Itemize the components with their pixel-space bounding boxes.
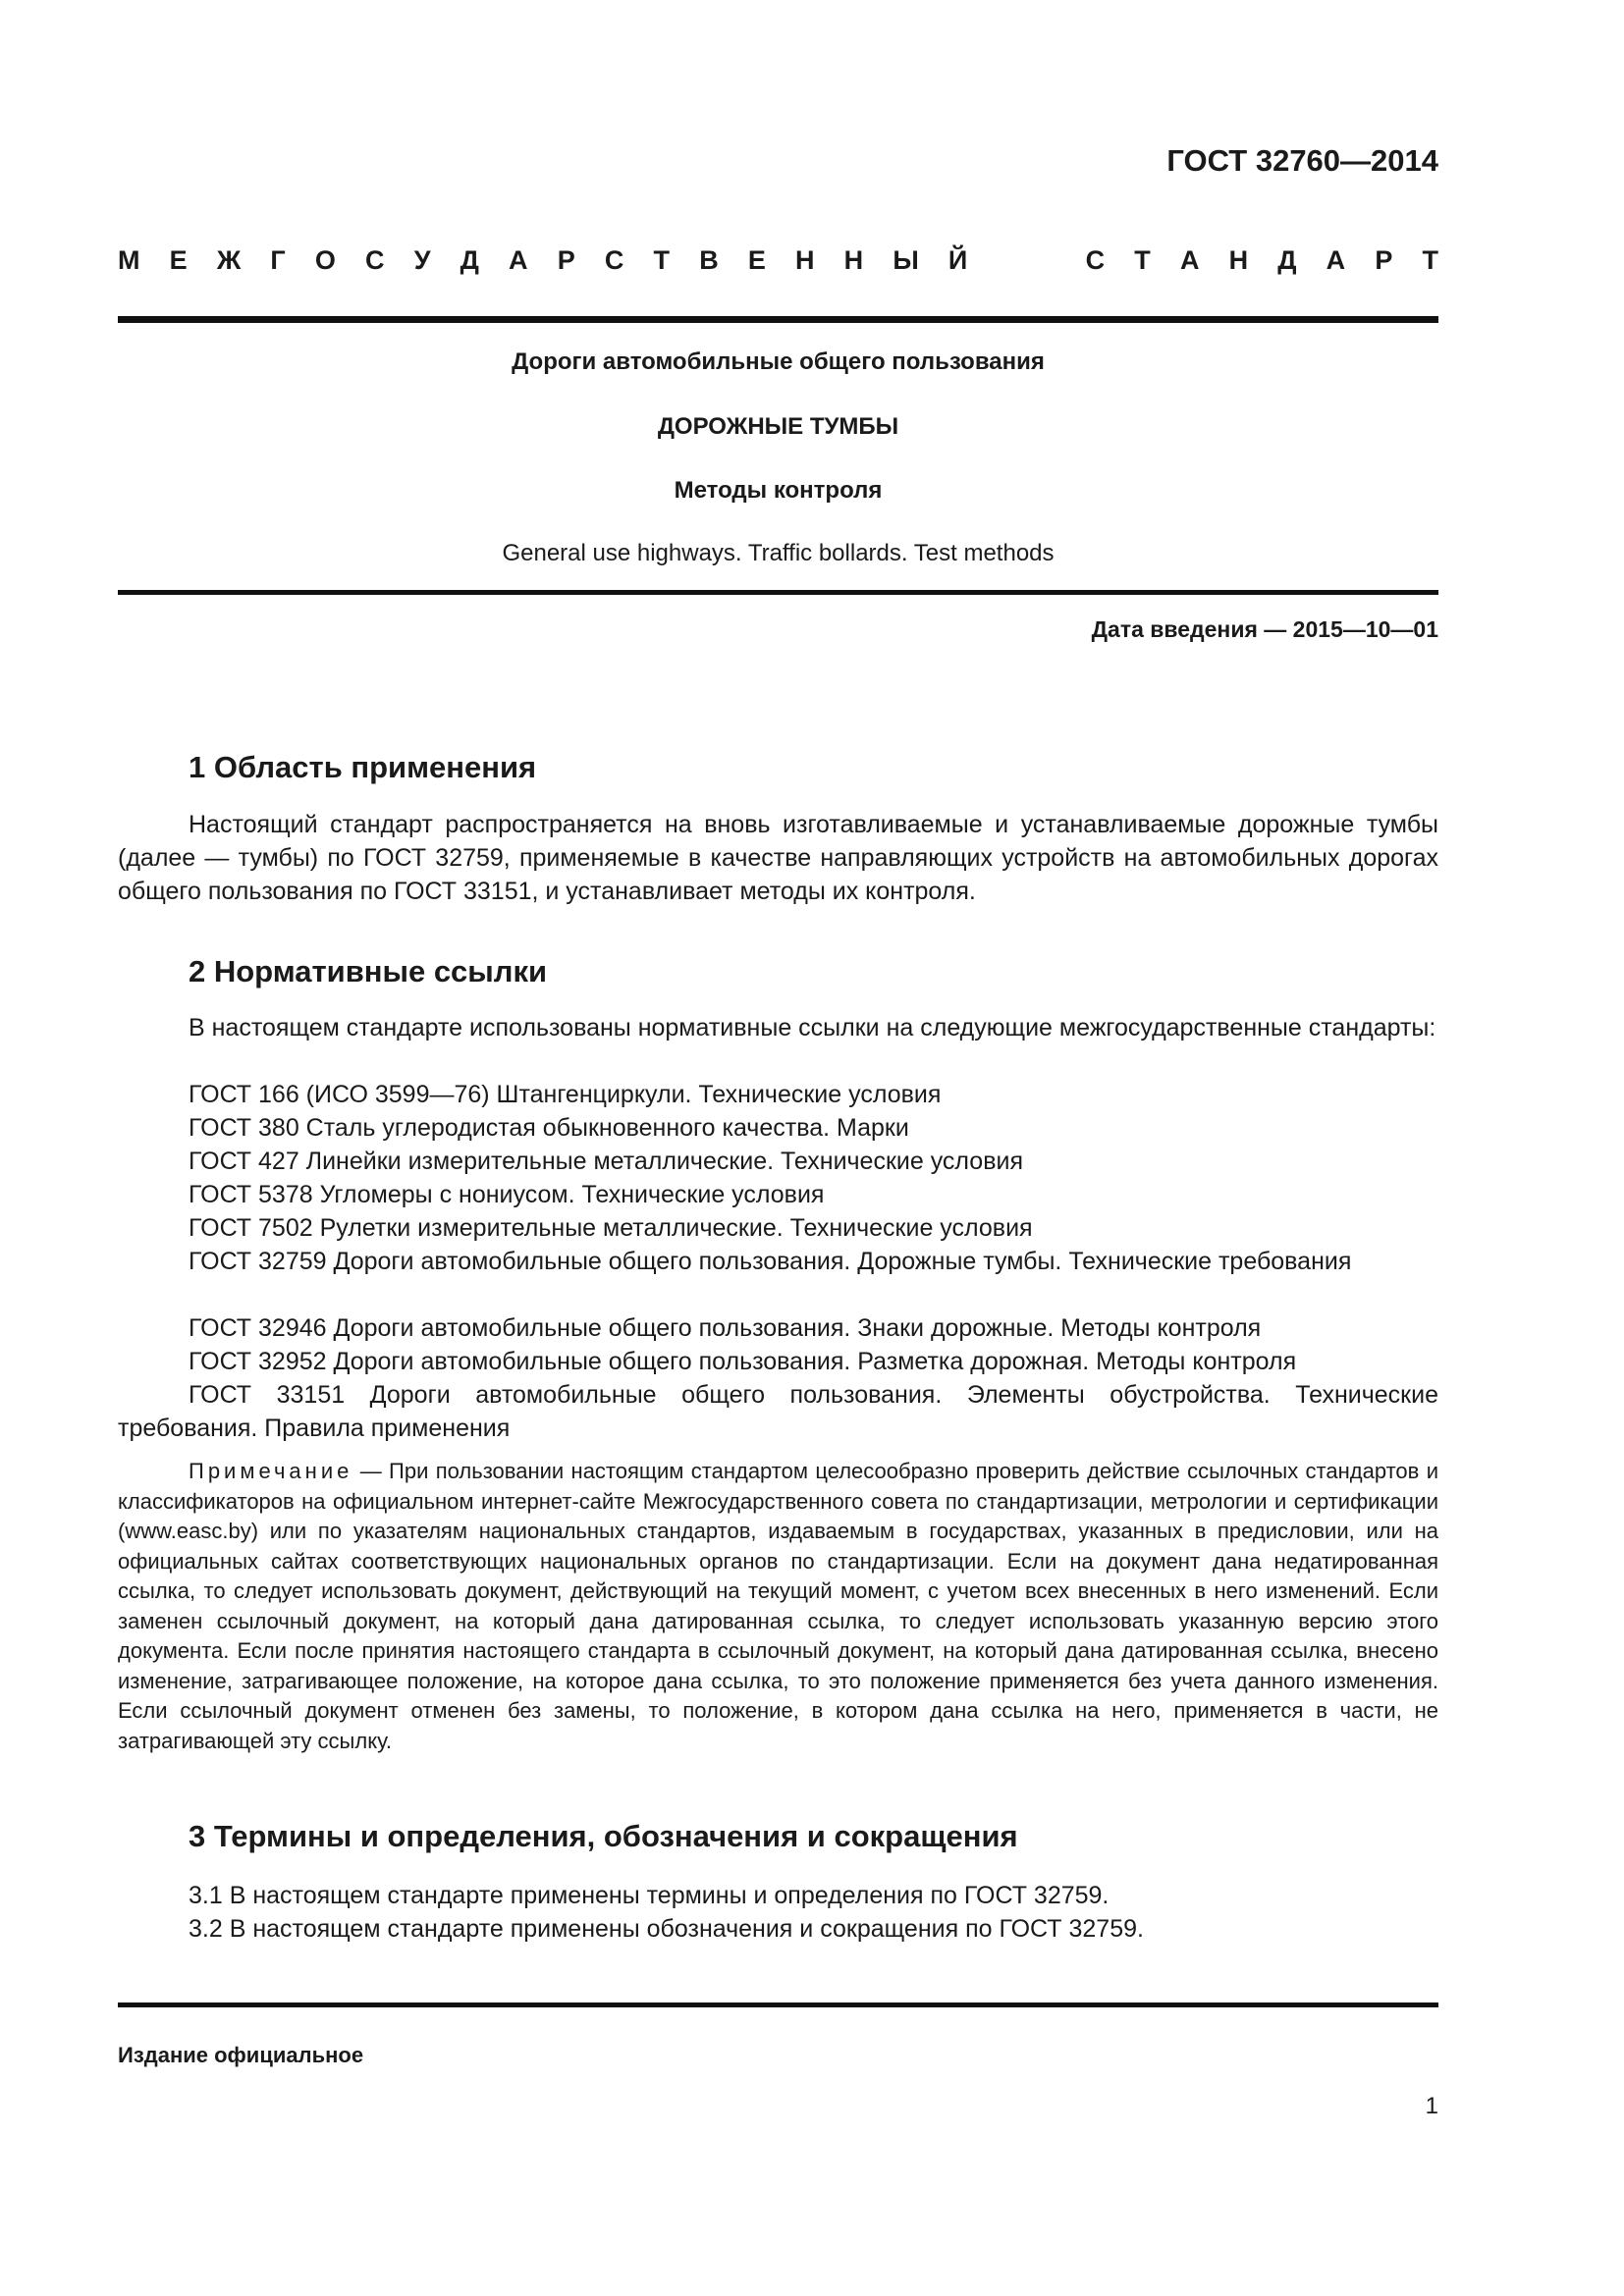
banner-letter: М bbox=[118, 245, 140, 275]
title-subject: Дороги автомобильные общего пользования bbox=[512, 348, 1045, 375]
banner-letter: У bbox=[413, 245, 431, 275]
title-rule bbox=[118, 590, 1438, 595]
normative-reference: ГОСТ 427 Линейки измерительные металлические. Технические условия bbox=[189, 1148, 1023, 1175]
section-2-heading: 2 Нормативные ссылки bbox=[189, 954, 548, 988]
banner-letter: Е bbox=[747, 245, 766, 275]
banner-letter: А bbox=[509, 245, 528, 275]
normative-reference: ГОСТ 32952 Дороги автомобильные общего пользования. Разметка дорожная. Методы контроля bbox=[189, 1348, 1297, 1375]
edition-label: Издание официальное bbox=[118, 2043, 364, 2067]
banner-letter: А bbox=[1326, 245, 1346, 275]
banner-letter: Р bbox=[557, 245, 575, 275]
standard-code: ГОСТ 32760—2014 bbox=[1166, 143, 1438, 178]
banner-letter: Н bbox=[795, 245, 815, 275]
banner-letter: Т bbox=[1422, 245, 1438, 275]
section-2-intro: В настоящем стандарте использованы нормативные ссылки на следующие межгосударственные стандарты: bbox=[189, 1014, 1436, 1041]
section-3-item: 3.1 В настоящем стандарте применены термины и определения по ГОСТ 32759. bbox=[189, 1882, 1110, 1909]
banner-letter: Ы bbox=[893, 245, 919, 275]
normative-reference: ГОСТ 5378 Угломеры с нониусом. Технические условия bbox=[189, 1181, 825, 1208]
section-1-heading: 1 Область применения bbox=[189, 750, 537, 784]
banner-letter: Г bbox=[270, 245, 286, 275]
title-subtitle: Методы контроля bbox=[674, 477, 883, 504]
page-number: 1 bbox=[1425, 2093, 1438, 2119]
normative-reference: ГОСТ 33151 Дороги автомобильные общего пользования. Элементы обустройства. Технические требования. Правила применения bbox=[118, 1381, 1438, 1442]
banner-letter: Н bbox=[843, 245, 864, 275]
title-main: ДОРОЖНЫЕ ТУМБЫ bbox=[657, 413, 899, 440]
section-3-item: 3.2 В настоящем стандарте применены обозначения и сокращения по ГОСТ 32759. bbox=[189, 1915, 1144, 1943]
footer-rule bbox=[118, 2002, 1438, 2007]
reference-note bbox=[118, 1457, 1438, 1756]
normative-reference: ГОСТ 166 (ИСО 3599—76) Штангенциркули. Технические условия bbox=[189, 1081, 942, 1108]
title-english: General use highways. Traffic bollards. Test methods bbox=[502, 540, 1055, 566]
banner-letter: Р bbox=[1375, 245, 1393, 275]
banner-letter: С bbox=[365, 245, 385, 275]
section-3-heading: 3 Термины и определения, обозначения и сокращения bbox=[189, 1819, 1018, 1853]
banner-letter: С bbox=[1085, 245, 1106, 275]
banner-letter: Т bbox=[1134, 245, 1151, 275]
banner-gap bbox=[997, 245, 1056, 276]
header-rule bbox=[118, 316, 1438, 323]
normative-reference: ГОСТ 380 Сталь углеродистая обыкновенного качества. Марки bbox=[189, 1114, 909, 1142]
introduction-date: Дата введения — 2015—10—01 bbox=[1091, 616, 1438, 642]
banner-letter: В bbox=[699, 245, 719, 275]
banner-letter: С bbox=[604, 245, 624, 275]
note-label: Примечание bbox=[189, 1459, 353, 1483]
section-1-text: Настоящий стандарт распространяется на вновь изготавливаемые и устанавливаемые дорожные тумбы (далее — тумбы) по ГОСТ 32759, применяемые в качестве направляющих устройств на автомобильных дорогах общего пользования по ГОСТ 33151, и устанавливает методы их контроля. bbox=[118, 811, 1438, 905]
normative-reference: ГОСТ 7502 Рулетки измерительные металлические. Технические условия bbox=[189, 1214, 1033, 1242]
banner-letter: Д bbox=[1277, 245, 1297, 275]
normative-reference: ГОСТ 32946 Дороги автомобильные общего пользования. Знаки дорожные. Методы контроля bbox=[189, 1314, 1262, 1342]
banner-letter: А bbox=[1179, 245, 1200, 275]
interstate-standard-banner bbox=[118, 245, 1438, 276]
note-text: — При пользовании настоящим стандартом целесообразно проверить действие ссылочных стандартов и классификаторов на официальном интернет-сайте Межгосударственного совета по стандартизации, метрологии и сертификации (www.easc.by) или по указателям национальных стандартов, издаваемым в государствах, указанных в предисловии, или на официальных сайтах соответствующих национальных органов по стандартизации. Если на документ дана недатированная ссылка, то следует использовать документ, действующий на текущий момент, с учетом всех внесенных в него изменений. Если заменен ссылочный документ, на который дана датированная ссылка, то следует использовать указанную версию этого документа. Если после принятия настоящего стандарта в ссылочный документ, на который дана датированная ссылка, внесено изменение, затрагивающее положение, на которое дана ссылка, то это положение применяется без учета данного изменения. Если ссылочный документ отменен без замены, то положение, в котором дана ссылка на него, применяется в части, не затрагивающей эту ссылку. bbox=[118, 1459, 1438, 1753]
banner-letter: Т bbox=[653, 245, 671, 275]
banner-letter: Й bbox=[947, 245, 968, 275]
normative-reference: ГОСТ 32759 Дороги автомобильные общего пользования. Дорожные тумбы. Технические требования bbox=[189, 1248, 1352, 1275]
banner-letter: Ж bbox=[216, 245, 242, 275]
banner-letter: Е bbox=[169, 245, 188, 275]
banner-letter: Н bbox=[1228, 245, 1249, 275]
banner-letter: О bbox=[314, 245, 336, 275]
document-page bbox=[118, 0, 1438, 2296]
banner-letter: Д bbox=[460, 245, 479, 275]
